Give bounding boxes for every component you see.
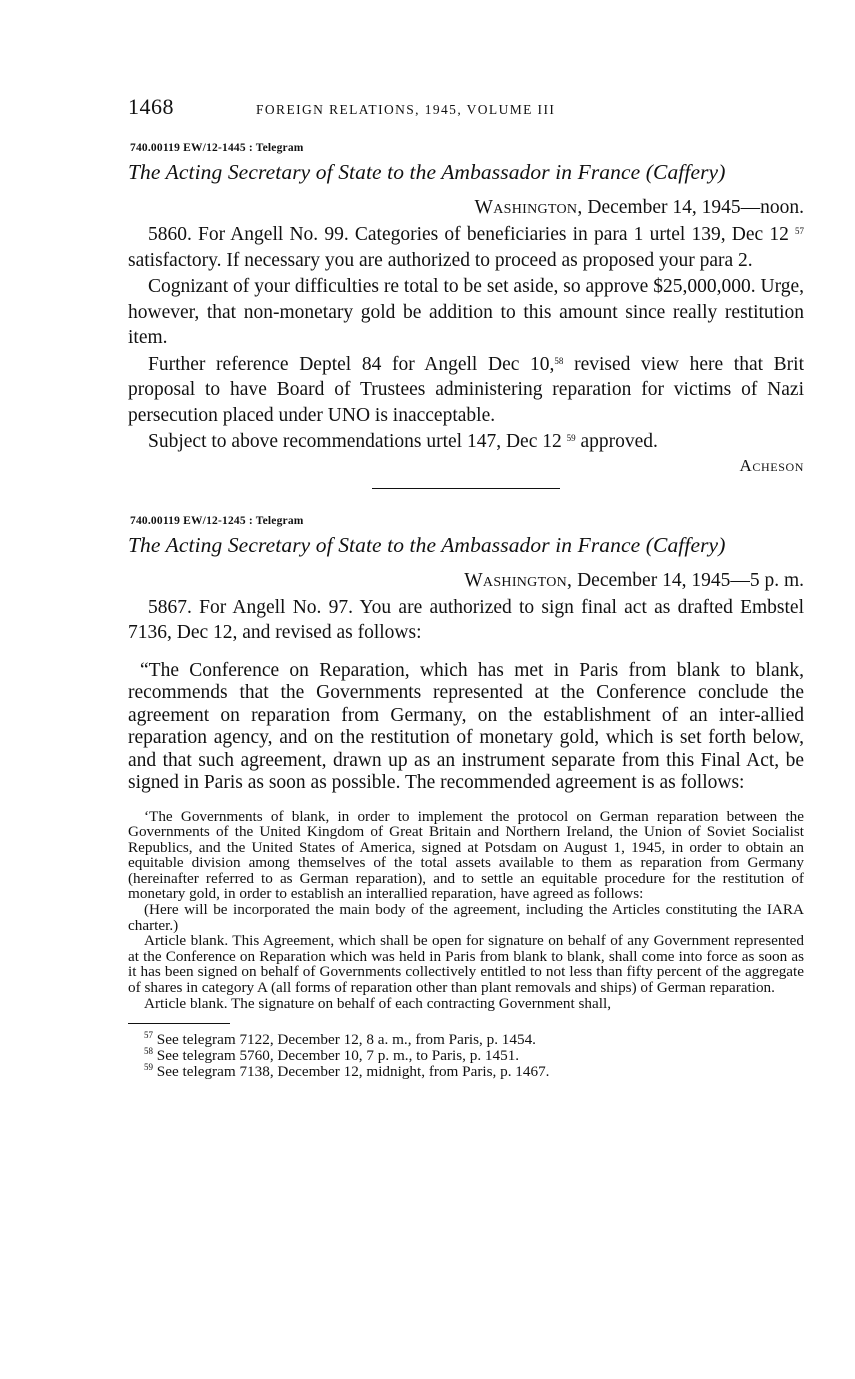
agreement-preamble: ‘The Governments of blank, in order to implement the protocol on German reparation between the Governments of the United Kingdom of Great Britain and Northern Ireland, the Union of Soviet Socialist Republics, and the United States of America, signed at Potsdam on August 1, 1945, in order to obtain an equitable division among themselves of the total assets available to them as reparation from Germany (hereinafter referred to as German reparation), and to settle an equitable procedure for the restitution of monetary gold, in order to establish an interallied reparation, have agreed as follows: (128, 807, 804, 903)
document-page (128, 94, 804, 1080)
agreement-article-2: Article blank. The signature on behalf of each contracting Government shall, (144, 994, 611, 1012)
doc2-title: The Acting Secretary of State to the Ambassador in France (Caffery) (128, 532, 726, 557)
doc1-paragraph-2: Cognizant of your difficulties re total to be set aside, so approve $25,000,000. Urge, however, that non-monetary gold be addition to this amount since really restitution item. (128, 276, 804, 348)
section-divider (372, 488, 560, 489)
agreement-article-1: Article blank. This Agreement, which shall be open for signature on behalf of any Government represented at the Conference on Reparation which was held in Paris from blank to blank, shall come into force as soon as it has been signed on behalf of Governments collectively entitled to not less than fifty percent of the aggregate of shares in category A (all forms of reparation other than plant removals and ships) of German reparation. (128, 932, 804, 997)
doc1-title: The Acting Secretary of State to the Ambassador in France (Caffery) (128, 160, 726, 184)
doc2-quoted-final-act: “The Conference on Reparation, which has met in Paris from blank to blank, recommends that the Governments represented at the Conference conclude the agreement on reparation from Germany, on the establishment of an inter-allied reparation agency, and on the restitution of monetary gold, which is set forth below, and that such agreement, drawn up as an instrument separate from this Final Act, be signed in Paris as soon as possible. The recommended agreement is as follows: (128, 659, 804, 793)
footnote-57: $^{57}$ See telegram 7122, December 12, 8 a. m., from Paris, p. 1454. (144, 1030, 536, 1049)
footnote-59: $^{59}$ See telegram 7138, December 12, midnight, from Paris, p. 1467. (144, 1061, 550, 1080)
footnote-ref-59: 59 (566, 433, 576, 443)
doc1-dateline-place: Washington, (474, 197, 583, 218)
doc1-signature: Acheson (739, 455, 804, 475)
doc2-dateline-place: Washington, (464, 569, 573, 591)
doc2-paragraph-1: 5867. For Angell No. 97. You are authorized to sign final act as drafted Embstel 7136, Dec 12, and revised as follows: (128, 596, 804, 643)
doc1-paragraph-3: Further reference Deptel 84 for Angell Dec 10,58 revised view here that Brit proposal to have Board of Trustees administering reparation for victims of Nazi persecution placed under UNO is inacceptable. (128, 353, 805, 426)
footnote-ref-57: 57 (795, 226, 804, 236)
page-number: 1468 (128, 94, 174, 119)
footnote-rule (128, 1023, 230, 1024)
doc1-dateline-date: December 14, 1945—noon. (587, 197, 804, 218)
doc1-paragraph-4: Subject to above recommendations urtel 147, Dec 12 $^{59}$ approved. (148, 431, 658, 452)
doc1-dateline (128, 197, 804, 219)
doc2-dateline (128, 570, 804, 592)
page-header (128, 94, 804, 120)
running-title: FOREIGN RELATIONS, 1945, VOLUME III (256, 102, 556, 117)
agreement-note: (Here will be incorporated the main body of the agreement, including the Articles constituting the IARA charter.) (128, 901, 804, 934)
doc2-file-reference: 740.00119 EW/12-1245 : Telegram (130, 514, 304, 527)
footnote-ref-58: 58 (554, 355, 564, 366)
doc1-file-reference: 740.00119 EW/12-1445 : Telegram (130, 142, 304, 154)
doc2-dateline-date: December 14, 1945—5 p. m. (577, 569, 804, 591)
doc1-paragraph-1: 5860. For Angell No. 99. Categories of beneficiaries in para 1 urtel 139, Dec 12 $^{57}$ satisfactory. If necessary you are authorized to proceed as proposed your para 2. (128, 224, 804, 271)
footnotes (128, 1032, 804, 1079)
footnote-58: $^{58}$ See telegram 5760, December 10, 7 p. m., to Paris, p. 1451. (144, 1046, 520, 1065)
